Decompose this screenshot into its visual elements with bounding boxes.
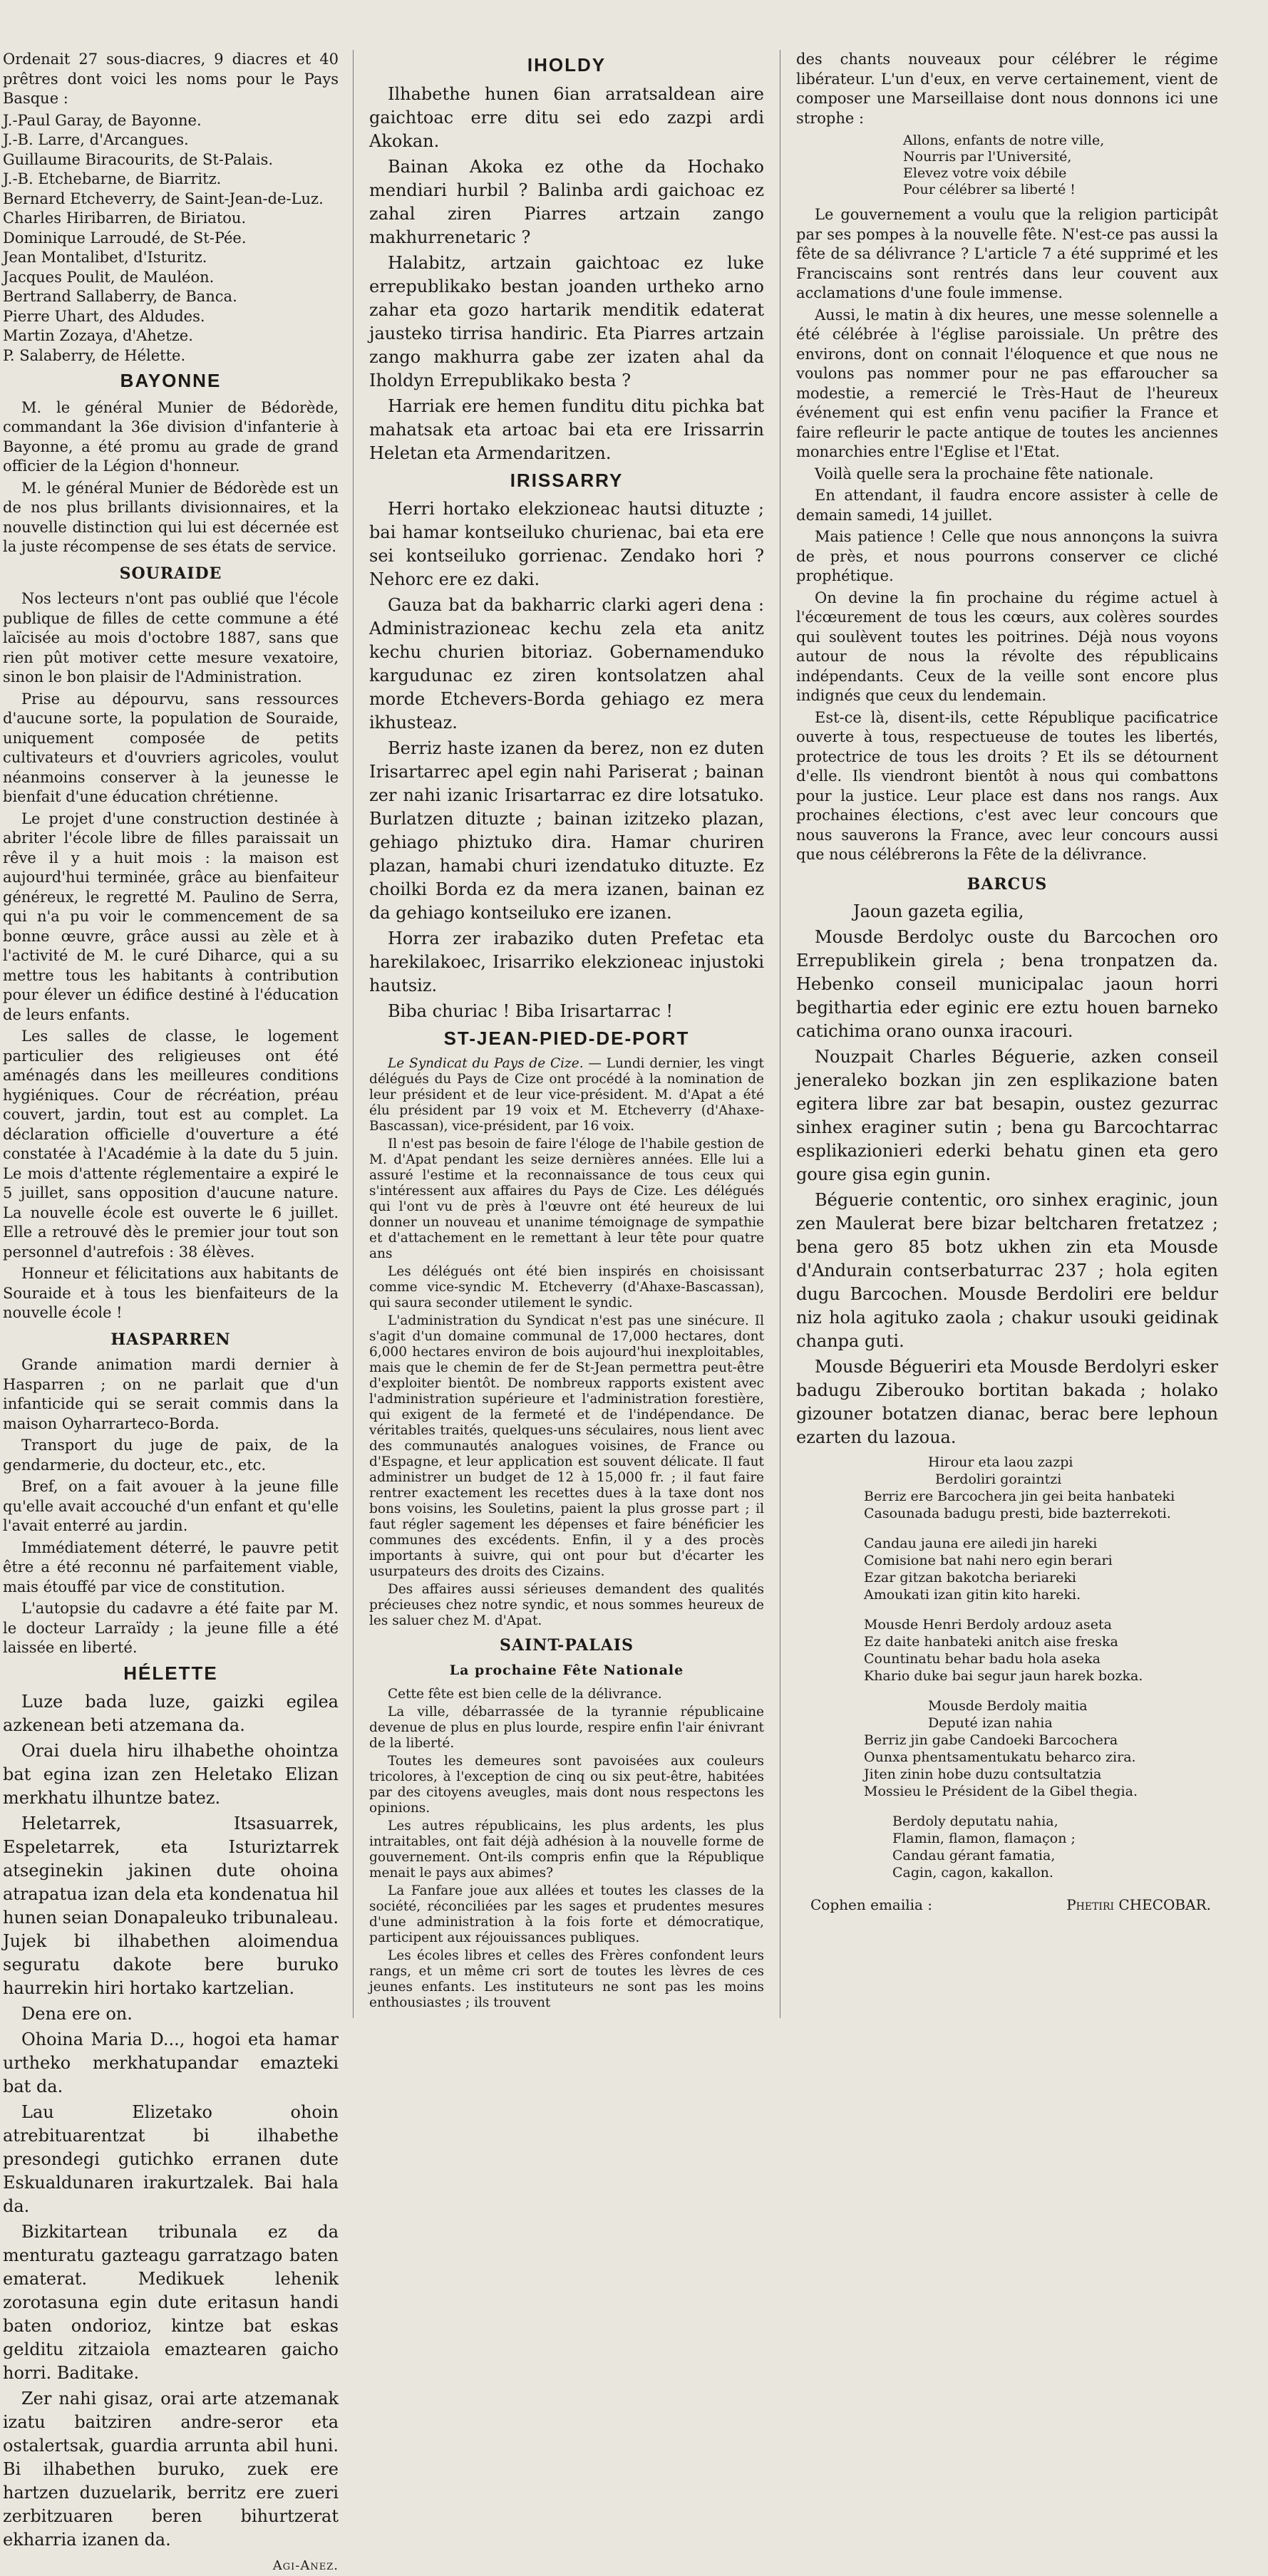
article-paragraph: Ilhabethe hunen 6ian arratsaldean aire gaichtoac erre ditu sei edo zazpi ardi Akokan. [369,83,764,151]
poem-stanza [864,1616,1218,1685]
article-paragraph: Les salles de classe, le logement particulier des religieuses ont été aménagés dans les meilleures conditions hygiéniques. Cour de récréation, préau couvert, jardin, tout est au complet. La déclaration officielle d'ouverture a été constatée à l'Académie à la date du 5 juin. Le mois d'attente réglementaire a expiré le 5 juillet, sans opposition d'aucune nature. La nouvelle école est ouverte le 6 juillet. Elle a retrouvé dès le premier jour tout son personnel d'autrefois : 38 élèves. [3,1028,339,1261]
article-paragraph: La ville, débarrassée de la tyrannie républicaine devenue de plus en plus lourde, respire enfin l'air énivrant de la liberté. [369,1704,764,1751]
stjean-article [369,1056,764,1629]
article-paragraph: Mousde Berdolyc ouste du Barcochen oro Errepublikein girela ; bena tronpatzen da. Hebenko conseil municipalac jaoun horri begithartia eder eginic ere eztu houen barneko catichima orano ounxa iracouri. [796,927,1218,1041]
letter-signature [796,1895,1218,1915]
article-paragraph: Nos lecteurs n'ont pas oublié que l'école publique de filles de cette commune a été laïcisée au mois d'octobre 1887, sans que rien pût motiver cette mesure vexatoire, sinon le bon plaisir de l'Administration. [3,590,339,686]
article-paragraph: Gauza bat da bakharric clarki ageri dena : Administrazioneac kechu zela eta anitz kechu churien bitoriaz. Gobernamenduko kargudunac ez ziren kontsolatzen ahal morde Etchevers-Borda gehiago ez mera ikhusteaz. [369,595,764,733]
verse-line: Jiten zinin hobe duzu contsultatzia [864,1767,1102,1782]
article-paragraph: Nouzpait Charles Béguerie, azken conseil jeneraleko bozkan jin zen esplikazione baten egitera libre zar bat besapin, oustez gezurrac sinhex eraginer sutin ; bena gu Barcochtarrac esplikazionieri ederki behatu ginen eta gero goure gisa egin gunin. [796,1047,1218,1184]
verse-line: Ounxa phentsamentukatu beharco zira. [864,1749,1136,1765]
verse-line: Elevez votre voix débile [903,165,1067,181]
article-paragraph: Harriak ere hemen funditu ditu pichka bat mahatsak eta artoac bai eta ere Irissarrin Heletan eta Armendaritzen. [369,395,764,463]
article-paragraph: Biba churiac ! Biba Irisartarrac ! [388,1001,674,1021]
verse-line: Berriz jin gabe Candoeki Barcochera [864,1732,1118,1748]
section-title-bayonne: BAYONNE [120,370,222,391]
verse-line: Berdoliri goraintzi [935,1471,1062,1487]
signature-label: Cophen emailia : [810,1896,933,1913]
poem-stanza [864,1697,1218,1800]
stpalais-article [369,1687,764,2011]
article-paragraph: M. le général Munier de Bédorède, commandant la 36e division d'infanterie à Bayonne, a été promu au grade de grand officier de la Légion d'honneur. [3,398,339,475]
verse-line: Cagin, cagon, kakallon. [892,1865,1053,1881]
section-title-irissarry: IRISSARRY [510,469,624,491]
list-item: P. Salaberry, de Hélette. [3,346,186,364]
verse-line: Nourris par l'Université, [903,149,1072,165]
article-paragraph: Lau Elizetako ohoin atrebituarentzat bi ilhabethe presondegi gutichko erranen dute Eskualdunaren irakurtzalek. Bai hala da. [3,2102,339,2216]
letter-greeting: Jaoun gazeta egilia, [853,901,1024,921]
section-title-iholdy: IHOLDY [527,54,607,76]
article-paragraph: Béguerie contentic, oro sinhex eraginic, joun zen Maulerat bere bizar beltcharen fretatzez ; bena gero 85 botz ukhen zin eta Mousde d'Andurain contserbaturrac 237 ; hola egiten dugu Barcochen. Mousde Berdoliri ere beldur niz hola agituko zaola ; chakur usouki geidinak chanpa guti. [796,1190,1218,1351]
verse-line: Mousde Henri Berdoly ardouz aseta [864,1617,1112,1633]
helette-article [3,1690,339,2552]
verse-line: Hirour eta laou zazpi [928,1454,1073,1470]
verse-line: Mossieu le Président de la Gibel thegia. [864,1784,1138,1799]
section-title-souraide: SOURAIDE [119,564,222,583]
article-lead-text: — Lundi dernier, les vingt délégués du Pays de Cize ont procédé à la nomination de leur président et de leur vice-président. M. d'Apat a été élu président par 19 voix et M. Etcheverry (d'Ahaxe-Bascassan), vice-président, par 16 voix. [369,1055,764,1134]
verse-line: Pour célébrer sa liberté ! [903,182,1076,197]
verse-line: Amoukati izan gitin kito hareki. [864,1587,1081,1603]
article-lead: Le Syndicat du Pays de Cize. [388,1055,584,1071]
article-paragraph: Toutes les demeures sont pavoisées aux couleurs tricolores, à l'exception de cinq ou six peut-être, habitées par des citoyens aveugles, mais dont nous respectons les opinions. [369,1753,764,1816]
song-strophe [903,133,1218,198]
article-paragraph: Zer nahi gisaz, orai arte atzemanak izatu baitziren andre-seror eta ostalertsak, guardia arrunta abil huni. Bi ilhabethen buruko, zuek ere hartzen duzuelarik, berritz ere zueri zerbitzuaren beren bihurtzerat ekharria izanen da. [3,2389,339,2550]
article-paragraph: Transport du juge de paix, de la gendarmerie, du docteur, etc., etc. [3,1437,339,1474]
poem-stanza [864,1454,1218,1522]
barcus-letter [796,900,1218,1449]
verse-line: Berriz ere Barcochera jin gei beita hanbateki [864,1489,1175,1504]
article-paragraph: Berriz haste izanen da berez, non ez duten Irisartarrec apel egin nahi Pariserat ; bainan zer nahi izanic Irisartarrac ez dire lotsatuko. Burlatzen dituzte ; bainan izitzeko plazan, gehiago phiztuko dira. Hamar churiren plazan, hamabi churi izendatuko dituzte. Ez choilki Borda ez da mera izanen, bainan ez da gehiago kontseiluko ere izanen. [369,738,764,923]
article-paragraph: Orai duela hiru ilhabethe ohointza bat egina izan zen Heletako Elizan merkhatu ilhuntze batez. [3,1741,339,1808]
article-paragraph: Le projet d'une construction destinée à abriter l'école libre de filles paraissait un rêve il y a huit mois : la maison est aujourd'hui terminée, grâce au bienfaiteur généreux, le regretté M. Paulino de Serra, qui n'a pu voir le commencement de sa bonne œuvre, grâce aussi au zèle et à l'activité de M. le curé Diharce, qui a su mettre tous les habitants à contribution pour élever un édifice destiné à l'éducation de leurs enfants. [3,809,339,1023]
article-paragraph: Luze bada luze, gaizki egilea azkenean beti atzemana da. [3,1692,339,1735]
article-paragraph: Herri hortako elekzioneac hautsi dituzte ; bai hamar kontseiluko churienac, bai eta ere sei kontseiluko gorrienac. Zendako hori ? Nehorc ere ez daki. [369,499,764,589]
article-paragraph: Les autres républicains, les plus ardents, les plus intraitables, ont fait déjà adhésion à la nouvelle forme de gouvernement. Ont-ils compris enfin que la République menait le pays aux abimes? [369,1818,764,1881]
list-item: Charles Hiribarren, de Biriatou. [3,210,247,227]
verse-line: Mousde Berdoly maitia [928,1698,1088,1714]
article-paragraph: Bref, on a fait avouer à la jeune fille qu'elle avait accouché d'un enfant et qu'elle l'avait enterré au jardin. [3,1478,339,1534]
poem-stanza [864,1535,1218,1603]
article-paragraph: Voilà quelle sera la prochaine fête nationale. [815,465,1154,482]
list-item: J.-B. Etchebarne, de Biarritz. [3,170,222,187]
article-paragraph: Mousde Bégueriri eta Mousde Berdolyri esker badugu Ziberouko bortitan bakada ; holako gizouner botatzen dianac, berac bere lephoun ezarten du lazoua. [796,1357,1218,1447]
article-paragraph: L'administration du Syndicat n'est pas une sinécure. Il s'agit d'un domaine communal de 17,000 hectares, dont 6,000 hectares environ de bois aujourd'hui inexploitables, mais que le chemin de fer de St-Jean permettra peut-être d'exploiter bientôt. De nombreux rapports existent avec l'administration supérieure et l'administration forestière, qui exigent de la fermeté et de l'indépendance. De véritables traités, quelques-uns séculaires, nous lient avec des communautés analogues voisines, de France ou d'Espagne, et leur application est souvent délicate. Il faut administrer un budget de 12 à 15,000 fr. ; il faut faire rentrer exactement les recettes dues à la taxe dont nos bons voisins, les Souletins, paient la plus grosse part ; il faut régler sagement les dépenses et faire bénéficier les communes des excédents. Enfin, il y a des procès importants à suivre, qui ont pour but d'écarter les usurpateurs des droits des Cizains. [369,1313,764,1579]
section-title-stpalais: SAINT-PALAIS [500,1635,634,1655]
poem-stanza [864,1813,1218,1881]
article-paragraph: La Fanfare joue aux allées et toutes les classes de la société, réconciliées par les sages et prudentes mesures d'une administration à la fois forte et démocratique, participent aux réjouissances publiques. [369,1883,764,1945]
list-item: Jean Montalibet, d'Isturitz. [3,249,207,266]
article-continuation: des chants nouveaux pour célébrer le régime libérateur. L'un d'eux, en verve certainement, vient de composer une Marseillaise dont nous donnons ici une strophe : [796,51,1218,127]
article-paragraph: Halabitz, artzain gaichtoac ez luke errepublikako bestan joanden urtheko arno zahar eta gozo hartarik menditik edaterat jausteko tirrisa handiric. Eta Piarres artzain zango makhurra gabe zer izaten ahal da Iholdyn Errepublikako besta ? [369,252,764,390]
article-paragraph: Dena ere on. [21,2004,133,2024]
verse-line: Candau gérant famatia, [892,1848,1056,1863]
section-title-barcus: BARCUS [967,874,1048,894]
list-item: Bertrand Sallaberry, de Banca. [3,288,237,305]
verse-line: Ez daite hanbateki anitch aise freska [864,1634,1118,1650]
author-signature: Agi-Anez. [272,2558,339,2573]
section-title-hasparren: HASPARREN [110,1330,231,1349]
article-paragraph: Bainan Akoka ez othe da Hochako mendiari hurbil ? Balinba ardi gaichoac ez zahal ziren Piarres artzain zango makhurrenetaric ? [369,156,764,247]
article-paragraph: Mais patience ! Celle que nous annonçons la suivra de près, et nous pourrons conserver ce cliché prophétique. [796,528,1218,584]
article-paragraph: Grande animation mardi dernier à Hasparren ; on ne parlait que d'un infanticide qui se serait commis dans la maison Oyharrarteco-Borda. [3,1356,339,1432]
list-item: Pierre Uhart, des Aldudes. [3,307,205,325]
list-item: Guillaume Biracourits, de St-Palais. [3,150,274,168]
verse-line: Berdoly deputatu nahia, [892,1814,1058,1829]
verse-line: Countinatu behar badu hola aseka [864,1651,1101,1667]
verse-line: Ezar gitzan bakotcha beriareki [864,1570,1076,1586]
article-paragraph: Cette fête est bien celle de la délivrance. [388,1686,662,1702]
article-paragraph: En attendant, il faudra encore assister à celle de demain samedi, 14 juillet. [796,487,1218,524]
article-paragraph: Immédiatement déterré, le pauvre petit être a été reconnu né parfaitement viable, mais étouffé par vice de constitution. [3,1538,339,1595]
article-paragraph: Ohoina Maria D..., hogoi eta hamar urtheko merkhatupandar emazteki bat da. [3,2029,339,2096]
article-paragraph: Les écoles libres et celles des Frères confondent leurs rangs, et un même cri sort de toutes les lèvres de ces jeunes enfants. Les instituteurs ne sont pas les moins enthousiastes ; ils trouvent [369,1947,764,2010]
section-title-helette: HÉLETTE [123,1662,218,1684]
article-paragraph [369,1056,764,1134]
article-paragraph: On devine la fin prochaine du régime actuel à l'écœurement de tous les cœurs, aux colères sourdes qui soulèvent toutes les poitrines. Déjà nous voyons autour de nous la révolte des républicains indépendants. Ceux de la veille sont encore plus indignés que ceux du lendemain. [796,589,1218,704]
article-paragraph: Honneur et félicitations aux habitants de Souraide et à tous les bienfaiteurs de la nouvelle école ! [3,1265,339,1321]
article-paragraph: L'autopsie du cadavre a été faite par M. le docteur Larraïdy ; la jeune fille a été laissée en liberté. [3,1600,339,1656]
verse-line: Allons, enfants de notre ville, [903,133,1105,148]
article-paragraph: Les délégués ont été bien inspirés en choisissant comme vice-syndic M. Etcheverry (d'Ahaxe-Bascassan), qui saura seconder utilement le syndic. [369,1263,764,1310]
article-paragraph: Bizkitartean tribunala ez da menturatu gazteagu garratzago baten ematerat. Medikuek lehenik zorotasuna egin dute eritasun handi baten ondorioz, kintze bat eskas gelditu zitzaiola emaztearen gaicho horri. Baditake. [3,2222,339,2383]
article-paragraph: Aussi, le matin à dix heures, une messe solennelle a été célébrée à l'église paroissiale. Un prêtre des environs, dont on connait l'éloquence et que nous ne voulons pas nommer pour ne pas effaroucher sa modestie, a remercié le Très-Haut de l'heureux événement qui est enfin venu pacifier la France et faire refleurir le pacte antique de toutes les anciennes monarchies entre l'Eglise et l'Etat. [796,306,1218,460]
verse-line: Candau jauna ere ailedi jin hareki [864,1536,1098,1551]
verse-line: Comisione bat nahi nero egin berari [864,1553,1113,1568]
list-item: J.-Paul Garay, de Bayonne. [3,111,202,129]
list-item: Jacques Poulit, de Mauléon. [3,268,215,286]
article-paragraph: Des affaires aussi sérieuses demandent des qualités précieuses chez notre syndic, et nous sommes heureux de les saluer chez M. d'Apat. [369,1581,764,1628]
barcus-poem [864,1454,1218,1881]
iholdy-article [369,83,764,465]
irissarry-article [369,497,764,1023]
article-paragraph: Le gouvernement a voulu que la religion participât par ses pompes à la nouvelle fête. N'est-ce pas aussi la fête de sa délivrance ? L'article 7 a été supprimé et les Franciscains sont rentrés dans leur couvent aux acclamations d'une foule immense. [796,206,1218,301]
list-item: Dominique Larroudé, de St-Pée. [3,229,247,247]
column-left [0,50,353,2573]
column-right [780,50,1225,2018]
list-item: J.-B. Larre, d'Arcangues. [3,131,189,148]
ordination-list [3,111,339,366]
column-middle [353,50,780,2018]
article-paragraph: Prise au dépourvu, sans ressources d'aucune sorte, la population de Souraide, uniquement composée de petits cultivateurs et d'ouvriers agricoles, voulut néanmoins conserver à la jeunesse le bienfait d'une éducation chrétienne. [3,690,339,805]
verse-line: Khario duke bai segur jaun harek bozka. [864,1668,1143,1684]
list-item: Bernard Etcheverry, de Saint-Jean-de-Luz. [3,190,324,207]
verse-line: Flamin, flamon, flamaçon ; [892,1831,1076,1846]
section-title-stjean: ST-JEAN-PIED-DE-PORT [443,1028,690,1049]
article-paragraph: Horra zer irabaziko duten Prefetac eta harekilakoec, Irisarriko elekzioneac injustoki hautsiz. [369,929,764,995]
signature-name: Phetiri CHECOBAR. [1066,1896,1211,1913]
article-paragraph: M. le général Munier de Bédorède est un de nos plus brillants divisionnaires, et la nouvelle distinction qui lui est décernée est la juste récompense de ses états de service. [3,479,339,555]
subheading-fete-nationale: La prochaine Fête Nationale [449,1662,684,1678]
verse-line: Deputé izan nahia [928,1715,1053,1731]
article-paragraph: Heletarrek, Itsasuarrek, Espeletarrek, eta Isturiztarrek atseginekin jakinen dute ohoina atrapatua izan dela eta kondenatua hil hunen seian Donapaleuko tribunaleau. Jujek bi ilhabethen aloimendua seguratu dakote bere buruko haurrekin hiri hortako kartzelian. [3,1814,339,1998]
article-paragraph: Est-ce là, disent-ils, cette République pacificatrice ouverte à tous, respectueuse de toutes les libertés, protectrice de tous les droits ? Et ils se détournent d'elle. Ils viendront bientôt à nous qui combattons pour la justice. Leur place est dans nos rangs. Aux prochaines élections, c'est avec leur concours que nous sauverons la France, avec leur concours aussi que nous célébrerons la Fête de la délivrance. [796,708,1218,863]
verse-line: Casounada badugu presti, bide bazterrekoti. [864,1506,1171,1521]
list-item: Martin Zozaya, d'Ahetze. [3,327,193,344]
article-paragraph: Il n'est pas besoin de faire l'éloge de l'habile gestion de M. d'Apat pendant les seize dernières années. Elle lui a assuré l'estime et la reconnaissance de tous ceux qui s'intéressent aux affaires du Pays de Cize. Les délégués qui l'ont vu de près à l'œuvre ont été heureux de lui donner un nouveau et unanime témoignage de sympathie et d'attachement en le remettant à leur tête pour quatre ans [369,1136,764,1261]
ordination-intro: Ordenait 27 sous-diacres, 9 diacres et 40 prêtres dont voici les noms pour le Pays Basque : [3,51,339,107]
